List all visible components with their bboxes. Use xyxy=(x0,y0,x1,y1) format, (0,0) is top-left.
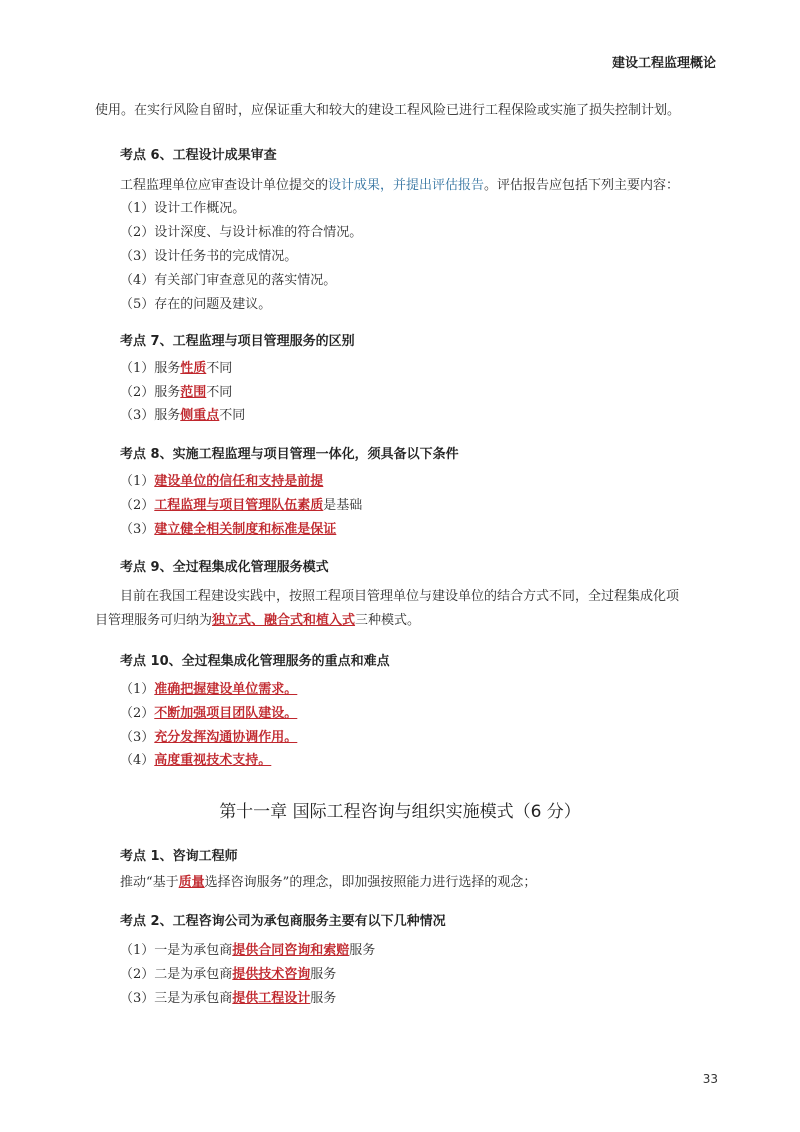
kp2-item-1-post: 服务 xyxy=(349,943,376,958)
kp8-item-3 xyxy=(120,521,750,539)
kp10-item-3-pre: （3） xyxy=(120,730,155,745)
kp1-para-highlight: 质量 xyxy=(178,875,205,890)
kp2-item-3-highlight: 提供工程设计 xyxy=(232,991,311,1006)
chapter-title: 第十一章 国际工程咨询与组织实施模式（6 分） xyxy=(219,802,581,822)
kp10-item-1-pre: （1） xyxy=(120,682,155,697)
kp8-item-3-highlight: 建立健全相关制度和标准是保证 xyxy=(154,522,337,537)
kp10-item-4-pre: （4） xyxy=(120,753,155,768)
kp2-item-1 xyxy=(120,942,750,960)
kp10-item-2-highlight: 不断加强项目团队建设。 xyxy=(154,706,298,721)
kp2-item-2 xyxy=(120,966,750,984)
kp10-item-3-highlight: 充分发挥沟通协调作用。 xyxy=(154,730,298,745)
kp9-line2-highlight: 独立式、融合式和植入式 xyxy=(212,613,356,628)
kp1-heading: 考点 1、咨询工程师 xyxy=(120,849,238,864)
kp8-item-3-pre: （3） xyxy=(120,522,155,537)
kp10-item-1 xyxy=(120,681,750,699)
kp6-heading: 考点 6、工程设计成果审查 xyxy=(120,148,277,163)
kp2-item-2-highlight: 提供技术咨询 xyxy=(232,967,311,982)
kp2-item-3-post: 服务 xyxy=(310,991,337,1006)
kp7-item-3 xyxy=(120,407,750,425)
kp7-item-2 xyxy=(120,384,750,402)
kp6-item-1: （1）设计工作概况。 xyxy=(120,201,246,216)
kp1-para-pre: 推动“基于 xyxy=(120,875,179,890)
kp7-item-3-pre: （3）服务 xyxy=(120,408,181,423)
kp6-item-4: （4）有关部门审查意见的落实情况。 xyxy=(120,273,337,288)
page-number: 33 xyxy=(702,1072,718,1086)
kp9-paragraph-line2 xyxy=(95,612,725,630)
kp7-item-2-pre: （2）服务 xyxy=(120,385,181,400)
kp7-item-3-highlight: 侧重点 xyxy=(180,408,220,423)
kp9-line2-post: 三种模式。 xyxy=(355,613,421,628)
kp2-item-2-pre: （2）二是为承包商 xyxy=(120,967,233,982)
kp2-item-3-pre: （3）三是为承包商 xyxy=(120,991,233,1006)
kp7-heading: 考点 7、工程监理与项目管理服务的区别 xyxy=(120,334,355,349)
kp10-item-2 xyxy=(120,705,750,723)
kp2-item-1-pre: （1）一是为承包商 xyxy=(120,943,233,958)
kp8-item-1-highlight: 建设单位的信任和支持是前提 xyxy=(154,474,324,489)
kp7-item-3-post: 不同 xyxy=(219,408,246,423)
kp2-item-3 xyxy=(120,990,750,1008)
kp10-item-4 xyxy=(120,752,750,770)
running-header: 建设工程监理概论 xyxy=(611,56,716,71)
kp8-item-2-post: 是基础 xyxy=(323,498,363,513)
kp10-item-1-highlight: 准确把握建设单位需求。 xyxy=(154,682,298,697)
kp10-item-3 xyxy=(120,729,750,747)
kp2-heading: 考点 2、工程咨询公司为承包商服务主要有以下几种情况 xyxy=(120,914,446,929)
kp1-paragraph xyxy=(120,874,750,892)
kp10-heading: 考点 10、全过程集成化管理服务的重点和难点 xyxy=(120,654,390,669)
kp6-paragraph xyxy=(120,177,750,195)
kp6-para-a: 工程监理单位应审查设计单位提交的 xyxy=(120,178,329,193)
kp7-item-1 xyxy=(120,360,750,378)
kp7-item-1-highlight: 性质 xyxy=(180,361,207,376)
kp8-item-2-highlight: 工程监理与项目管理队伍素质 xyxy=(154,498,324,513)
kp6-item-2: （2）设计深度、与设计标准的符合情况。 xyxy=(120,225,363,240)
kp1-para-post: 选择咨询服务”的理念，即加强按照能力进行选择的观念； xyxy=(204,875,537,890)
kp8-item-1-pre: （1） xyxy=(120,474,155,489)
kp7-item-2-highlight: 范围 xyxy=(180,385,207,400)
kp7-item-1-pre: （1）服务 xyxy=(120,361,181,376)
kp10-item-4-highlight: 高度重视技术支持。 xyxy=(154,753,272,768)
kp9-paragraph-line1: 目前在我国工程建设实践中，按照工程项目管理单位与建设单位的结合方式不同，全过程集成化项 xyxy=(120,589,680,604)
kp8-item-2-pre: （2） xyxy=(120,498,155,513)
kp9-line2-pre: 目管理服务可归纳为 xyxy=(95,613,213,628)
intro-paragraph: 使用。在实行风险自留时，应保证重大和较大的建设工程风险已进行工程保险或实施了损失控制计划。 xyxy=(95,103,681,118)
kp2-item-1-highlight: 提供合同咨询和索赔 xyxy=(232,943,350,958)
kp6-para-b: 设计成果，并提出评估报告 xyxy=(328,178,485,193)
kp7-item-1-post: 不同 xyxy=(206,361,233,376)
kp8-item-1 xyxy=(120,473,750,491)
kp9-heading: 考点 9、全过程集成化管理服务模式 xyxy=(120,560,329,575)
kp8-item-2 xyxy=(120,497,750,515)
kp6-para-c: 。评估报告应包括下列主要内容： xyxy=(484,178,680,193)
kp6-item-5: （5）存在的问题及建议。 xyxy=(120,297,272,312)
kp8-heading: 考点 8、实施工程监理与项目管理一体化，须具备以下条件 xyxy=(120,447,459,462)
kp6-item-3: （3）设计任务书的完成情况。 xyxy=(120,249,298,264)
kp10-item-2-pre: （2） xyxy=(120,706,155,721)
kp7-item-2-post: 不同 xyxy=(206,385,233,400)
kp2-item-2-post: 服务 xyxy=(310,967,337,982)
